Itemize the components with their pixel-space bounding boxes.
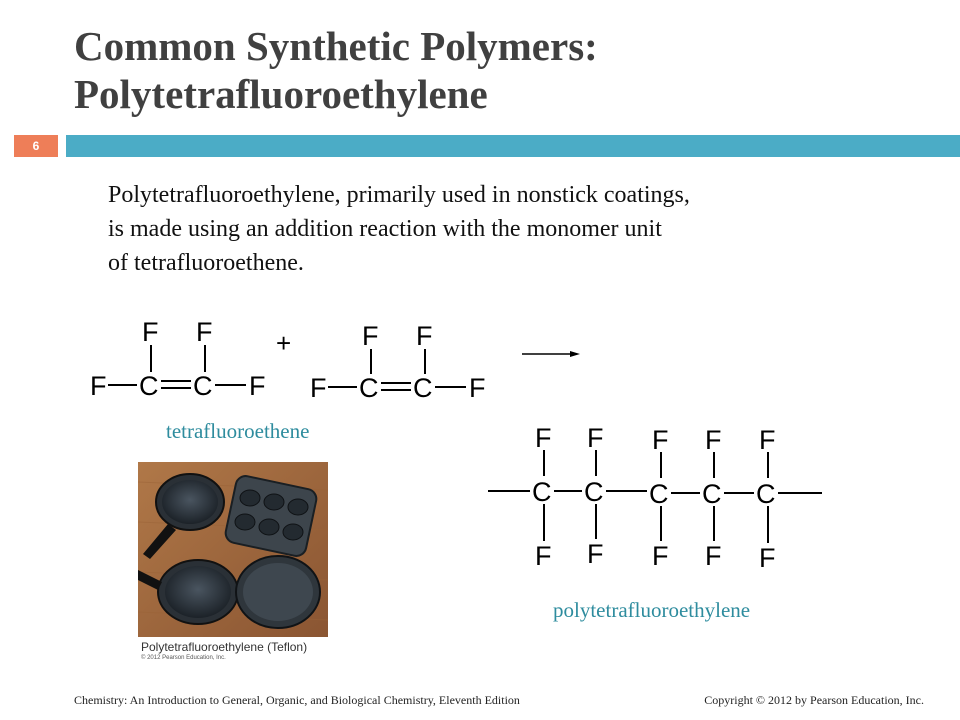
monomer-1-bonds (108, 345, 246, 388)
plus-sign: + (276, 328, 292, 358)
polymer-f-top-5: F (759, 425, 776, 455)
photo-caption: Polytetrafluoroethylene (Teflon) (141, 640, 308, 654)
slide-title (74, 22, 934, 118)
slide-title-line-2: Polytetrafluoroethylene (74, 71, 488, 117)
polymer-bonds (488, 450, 822, 543)
monomer-2-structure (310, 321, 486, 403)
reaction-arrow (522, 351, 580, 357)
slide-number-badge: 6 (14, 135, 58, 157)
polymer-f-bottom-2: F (587, 539, 604, 569)
polymer-c-1: C (532, 477, 552, 507)
photo-credit: © 2012 Pearson Education, Inc. (141, 655, 226, 661)
monomer-2-c2: C (413, 373, 433, 403)
monomer-2-c1: C (359, 373, 379, 403)
monomer-1-c2: C (193, 371, 213, 401)
monomer-1-structure (90, 317, 266, 401)
polymer-c-5: C (756, 479, 776, 509)
polymer-f-bottom-3: F (652, 541, 669, 571)
monomer-1-c1: C (139, 371, 159, 401)
monomer-1-f-right: F (249, 371, 266, 401)
polymer-c-2: C (584, 477, 604, 507)
monomer-2-f-left: F (310, 373, 327, 403)
cookware-illustration (138, 462, 328, 637)
monomer-1-f-top-right: F (196, 317, 213, 347)
polymer-c-3: C (649, 479, 669, 509)
monomer-2-bonds (328, 349, 466, 390)
body-line-1: Polytetrafluoroethylene, primarily used in nonstick coatings, (108, 182, 690, 208)
slide-title-line-1: Common Synthetic Polymers: (74, 23, 598, 69)
polymer-f-top-2: F (587, 423, 604, 453)
monomer-label: tetrafluoroethene (166, 419, 310, 443)
polymer-f-top-4: F (705, 425, 722, 455)
polymer-f-top-1: F (535, 423, 552, 453)
monomer-1-f-top-left: F (142, 317, 159, 347)
footer-copyright: Copyright © 2012 by Pearson Education, Inc. (704, 693, 924, 707)
body-paragraph (108, 178, 908, 280)
monomer-2-f-top-right: F (416, 321, 433, 351)
polymer-f-top-3: F (652, 425, 669, 455)
monomer-2-f-top-left: F (362, 321, 379, 351)
monomer-2-f-right: F (469, 373, 486, 403)
footer-book-title: Chemistry: An Introduction to General, Organic, and Biological Chemistry, Eleventh Edition (74, 693, 520, 707)
monomer-1-f-left: F (90, 371, 107, 401)
body-line-3: of tetrafluoroethene. (108, 250, 304, 276)
polymer-f-bottom-1: F (535, 541, 552, 571)
polymer-label: polytetrafluoroethylene (553, 598, 751, 622)
body-line-2: is made using an addition reaction with the monomer unit (108, 216, 662, 242)
polymer-c-4: C (702, 479, 722, 509)
teflon-cookware-photo (138, 462, 328, 662)
polymer-f-bottom-4: F (705, 541, 722, 571)
polymer-f-bottom-5: F (759, 543, 776, 573)
title-accent-bar (66, 135, 960, 157)
polymer-structure (532, 423, 776, 573)
